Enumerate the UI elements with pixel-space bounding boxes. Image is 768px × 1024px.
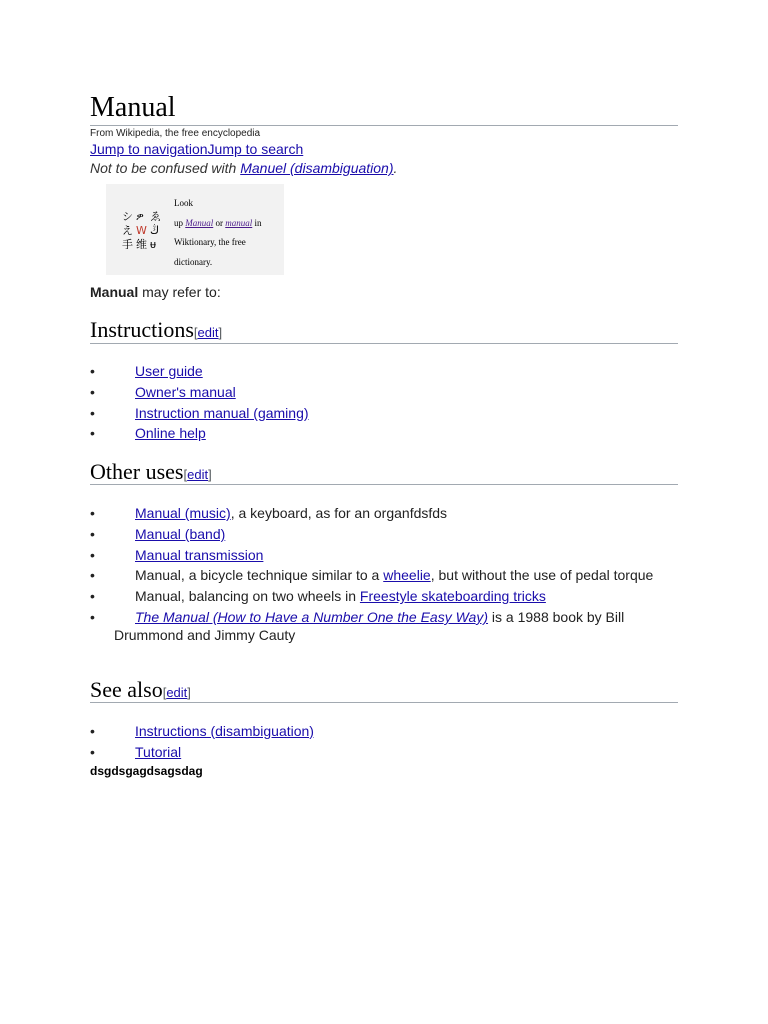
other-uses-link[interactable]: Manual transmission — [135, 546, 264, 563]
trailing-text: dsgdsgagdsagsdag — [90, 764, 203, 778]
wiktionary-link-manual-lower[interactable]: manual — [225, 217, 253, 228]
section-divider-other-uses — [90, 484, 678, 485]
wiktionary-line-1: Look — [174, 198, 193, 208]
wiktionary-up-text: up — [174, 217, 186, 228]
edit-bracket-close: ] — [218, 325, 223, 340]
other-uses-list — [90, 504, 678, 647]
edit-link-instructions[interactable]: edit — [197, 325, 219, 340]
wiktionary-logo-glyph: え — [122, 224, 133, 237]
other-uses-text: is a 1988 book by Bill Drummond and Jimmy Cauty — [114, 608, 625, 643]
site-tagline: From Wikipedia, the free encyclopedia — [90, 128, 261, 139]
edit-section-instructions — [194, 325, 222, 340]
wiktionary-line-2 — [174, 214, 280, 234]
hatnote — [90, 159, 397, 177]
section-divider-instructions — [90, 343, 678, 344]
jump-to-search-link[interactable]: Jump to search — [207, 141, 304, 157]
wiktionary-logo-glyph: ڭ — [150, 224, 160, 237]
wiktionary-logo-icon — [120, 209, 164, 249]
bullet-marker: • — [90, 546, 95, 563]
bullet-marker: • — [90, 425, 95, 442]
hatnote-suffix: . — [393, 160, 398, 176]
edit-link-see-also[interactable]: edit — [166, 685, 188, 700]
title-divider — [90, 125, 678, 126]
bullet-marker: • — [90, 404, 95, 421]
edit-section-other-uses — [183, 467, 211, 482]
instructions-link[interactable]: Owner's manual — [135, 383, 236, 400]
jump-links — [90, 140, 303, 158]
see-also-link[interactable]: Tutorial — [135, 743, 182, 760]
other-uses-text: , a keyboard, as for an organfdsfds — [230, 505, 448, 521]
bullet-marker: • — [90, 363, 95, 379]
wiktionary-logo-glyph: 手 — [122, 238, 133, 249]
page-title: Manual — [90, 92, 176, 123]
bullet-marker: • — [90, 505, 95, 521]
other-uses-item — [90, 608, 678, 644]
bullet-marker: • — [90, 743, 95, 760]
other-uses-item — [90, 525, 678, 543]
wiktionary-line-4: dictionary. — [174, 256, 213, 267]
see-also-item — [90, 722, 678, 740]
other-uses-text: , but without the use of pedal torque — [430, 567, 654, 584]
wiktionary-logo-glyph: W — [136, 224, 147, 237]
other-uses-item — [90, 587, 678, 605]
wiktionary-logo-glyph: ᵾ — [150, 238, 157, 249]
wiktionary-or-text: or — [213, 217, 226, 228]
other-uses-link[interactable]: The Manual (How to Have a Number One the Easy Way) — [135, 608, 489, 625]
instructions-item — [90, 424, 678, 442]
section-title-see-also: See also — [90, 677, 163, 702]
intro-paragraph — [90, 283, 221, 301]
other-uses-link[interactable]: wheelie — [383, 567, 431, 584]
edit-bracket-open: [ — [162, 685, 167, 700]
bullet-marker: • — [90, 567, 95, 584]
other-uses-item — [90, 546, 678, 564]
wiktionary-logo-glyph: ゑ — [150, 210, 161, 223]
wiktionary-line-3: Wiktionary, the free — [174, 237, 246, 247]
see-also-link[interactable]: Instructions (disambiguation) — [135, 723, 314, 739]
other-uses-item — [90, 566, 678, 584]
intro-rest: may refer to: — [138, 284, 221, 300]
wiktionary-logo-glyph: ዎ — [136, 210, 144, 223]
instructions-link[interactable]: Online help — [135, 425, 206, 442]
see-also-list — [90, 722, 678, 764]
other-uses-link[interactable]: Manual (band) — [135, 525, 226, 542]
hatnote-prefix: Not to be confused with — [90, 160, 241, 176]
section-heading-instructions — [90, 317, 222, 346]
wiktionary-box — [106, 184, 284, 275]
wiktionary-link-manual-upper[interactable]: Manual — [185, 217, 214, 228]
other-uses-pre-text: Manual, a bicycle technique similar to a — [135, 567, 384, 584]
edit-bracket-close: ] — [187, 685, 191, 700]
edit-link-other-uses[interactable]: edit — [187, 467, 209, 482]
bullet-marker: • — [90, 608, 95, 625]
section-title-other-uses: Other uses — [90, 459, 184, 484]
bullet-marker: • — [90, 588, 95, 605]
edit-bracket-open: [ — [193, 325, 198, 340]
section-title-instructions: Instructions — [90, 317, 194, 342]
see-also-item — [90, 743, 678, 761]
other-uses-pre-text: Manual, balancing on two wheels in — [135, 588, 360, 605]
jump-to-navigation-link[interactable]: Jump to navigation — [90, 141, 208, 157]
instructions-item — [90, 383, 678, 401]
hatnote-link[interactable]: Manuel (disambiguation) — [240, 160, 394, 176]
other-uses-link[interactable]: Freestyle skateboarding tricks — [359, 588, 546, 605]
edit-section-see-also — [163, 685, 191, 700]
wiktionary-in-text: in — [252, 217, 262, 228]
wiktionary-logo-glyph: 维 — [136, 238, 147, 249]
instructions-list — [90, 362, 678, 445]
other-uses-link[interactable]: Manual (music) — [135, 505, 231, 521]
bullet-marker: • — [90, 723, 95, 739]
instructions-link[interactable]: Instruction manual (gaming) — [135, 404, 309, 421]
intro-bold-term: Manual — [90, 284, 139, 300]
edit-bracket-close: ] — [208, 467, 212, 482]
instructions-link[interactable]: User guide — [135, 363, 203, 379]
edit-bracket-open: [ — [183, 467, 188, 482]
bullet-marker: • — [90, 525, 95, 542]
bullet-marker: • — [90, 383, 95, 400]
wiktionary-text — [174, 194, 280, 272]
instructions-item — [90, 404, 678, 422]
wiktionary-logo-glyph: シ — [122, 210, 133, 223]
section-divider-see-also — [90, 702, 678, 703]
other-uses-item — [90, 504, 678, 522]
instructions-item — [90, 362, 678, 380]
